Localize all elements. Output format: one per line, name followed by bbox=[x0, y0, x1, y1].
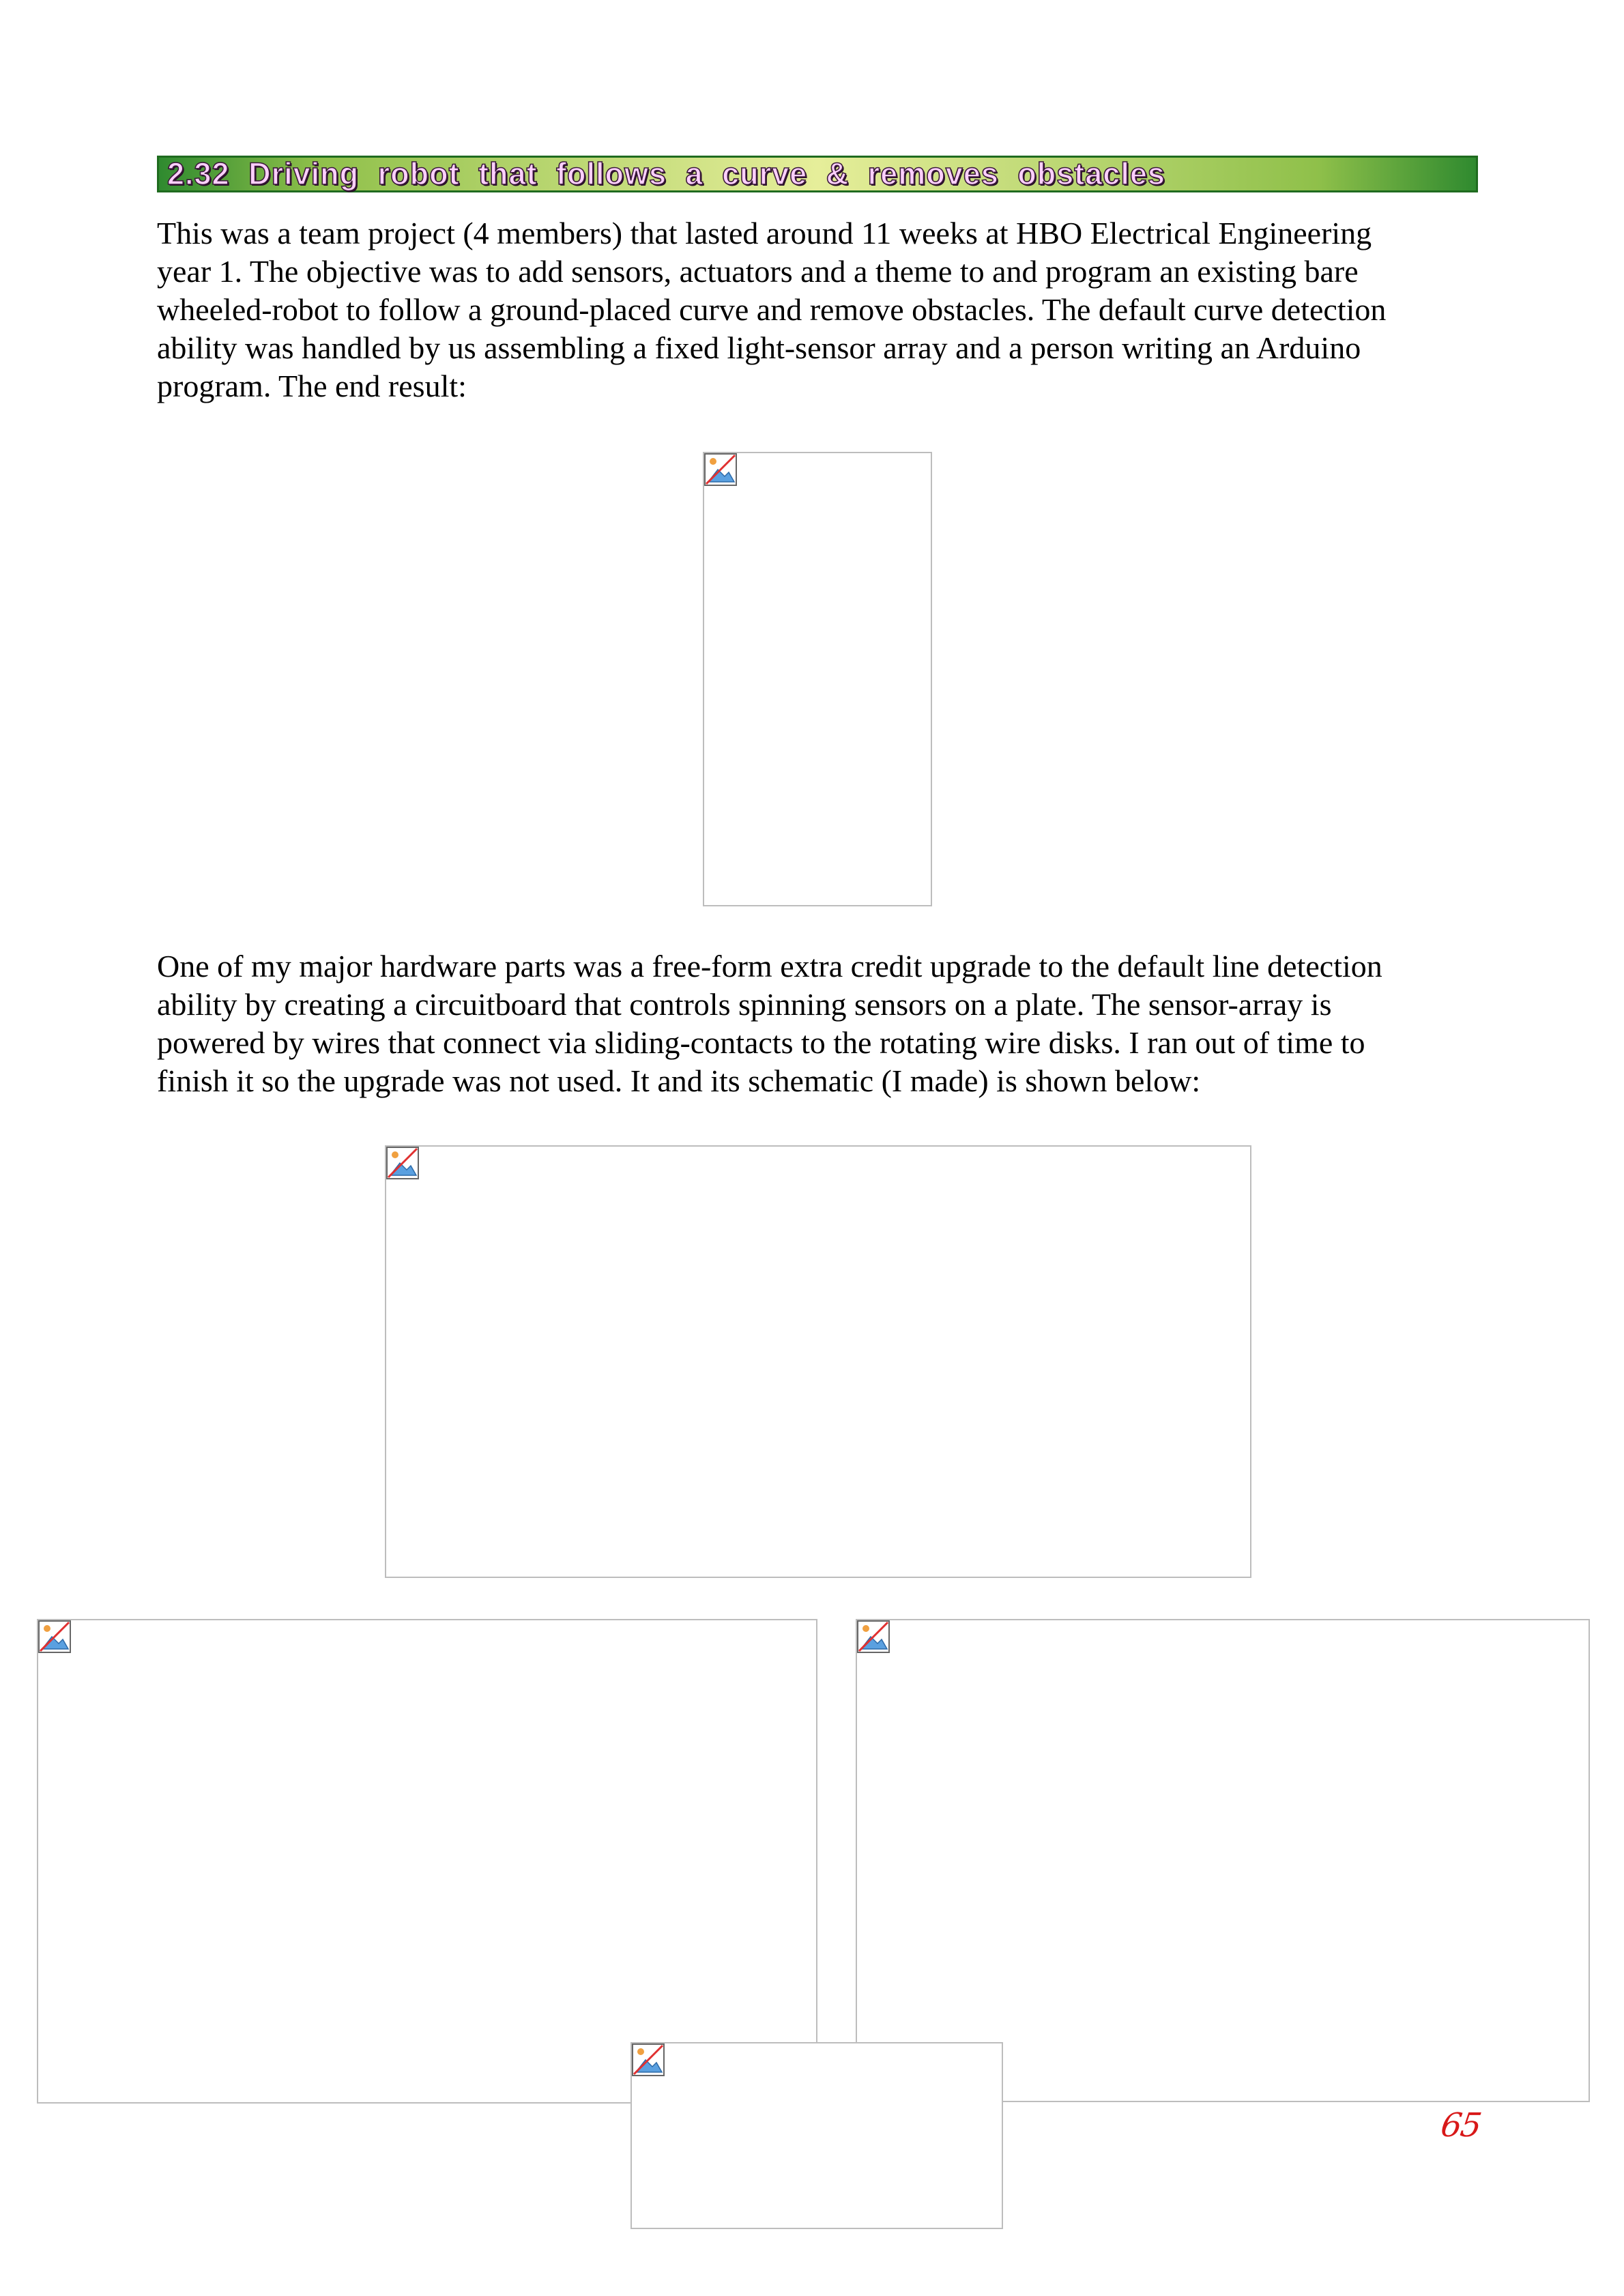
paragraph-line: finish it so the upgrade was not used. It and its schematic (I made) is shown below: bbox=[157, 1063, 1201, 1098]
intro-paragraph bbox=[157, 214, 1481, 405]
page-number: 65 bbox=[1438, 2106, 1483, 2144]
broken-image-icon bbox=[386, 1147, 419, 1179]
schematic-image-bottom bbox=[630, 2042, 1003, 2229]
paragraph-line: program. The end result: bbox=[157, 369, 467, 403]
sensor-upgrade-image bbox=[385, 1145, 1251, 1578]
paragraph-line: ability by creating a circuitboard that controls spinning sensors on a plate. The sensor-array is bbox=[157, 987, 1332, 1022]
paragraph-line: One of my major hardware parts was a free-form extra credit upgrade to the default line detection bbox=[157, 949, 1382, 984]
section-heading: 2.32 Driving robot that follows a curve & removes obstacles bbox=[167, 156, 1165, 191]
robot-end-result-image bbox=[703, 452, 932, 906]
broken-image-icon bbox=[38, 1620, 71, 1653]
broken-image-icon bbox=[857, 1620, 890, 1653]
paragraph-line: ability was handled by us assembling a fixed light-sensor array and a person writing an Arduino bbox=[157, 330, 1361, 365]
paragraph-line: year 1. The objective was to add sensors, actuators and a theme to and program an existing bare bbox=[157, 254, 1359, 289]
paragraph-line: wheeled-robot to follow a ground-placed curve and remove obstacles. The default curve detection bbox=[157, 292, 1387, 327]
schematic-image-right bbox=[856, 1619, 1590, 2102]
paragraph-line: This was a team project (4 members) that lasted around 11 weeks at HBO Electrical Engineering bbox=[157, 216, 1372, 250]
upgrade-paragraph bbox=[157, 947, 1481, 1100]
section-heading-bar bbox=[157, 156, 1478, 192]
schematic-image-left bbox=[37, 1619, 817, 2104]
paragraph-line: powered by wires that connect via sliding-contacts to the rotating wire disks. I ran out of time to bbox=[157, 1025, 1365, 1060]
broken-image-icon bbox=[704, 453, 737, 486]
broken-image-icon bbox=[632, 2043, 665, 2076]
